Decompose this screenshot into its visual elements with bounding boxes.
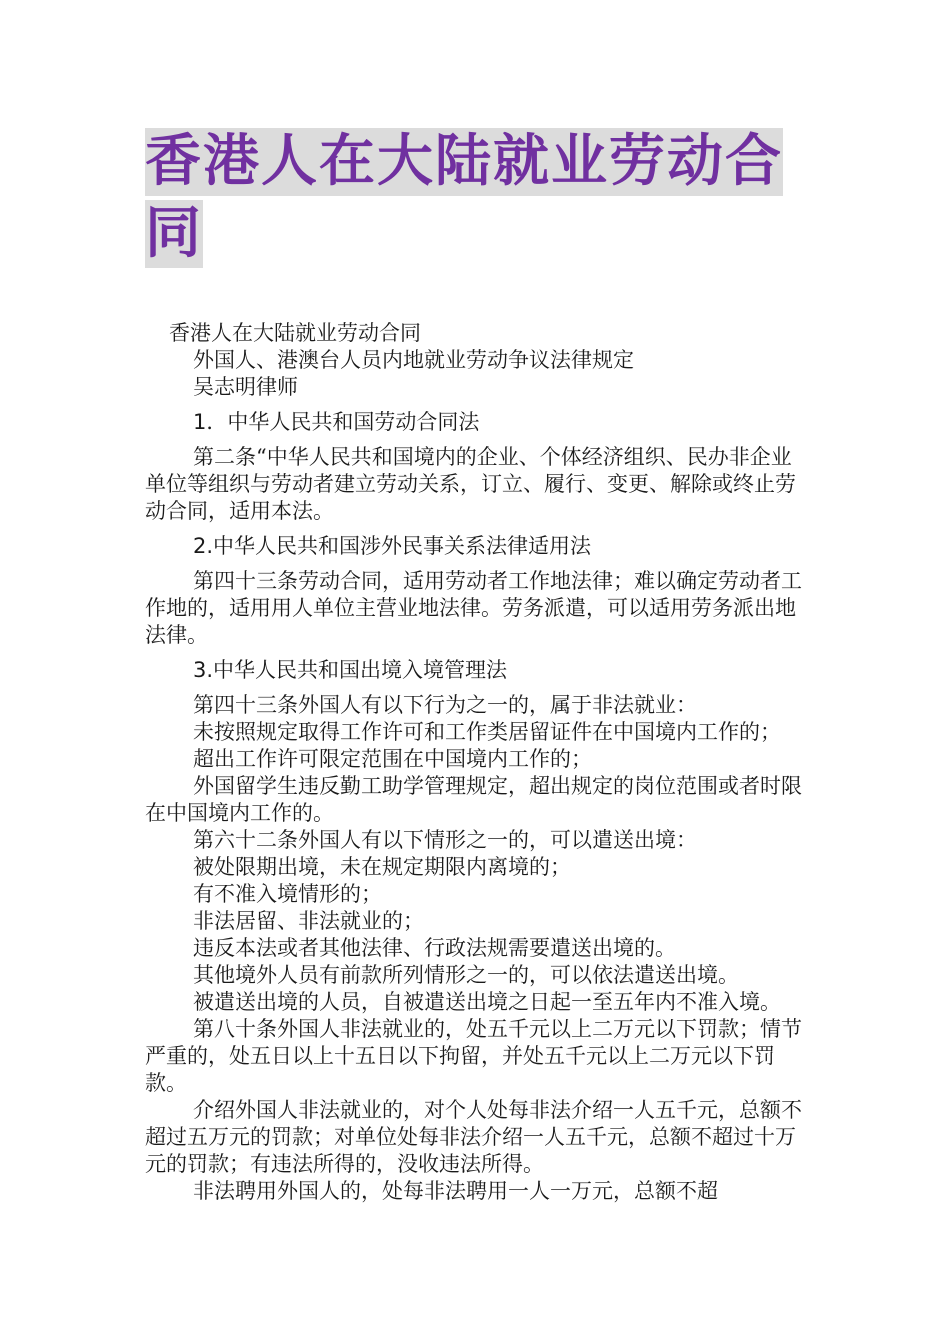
paragraph: 有不准入境情形的； — [193, 882, 382, 906]
paragraph: 被处限期出境，未在规定期限内离境的； — [193, 855, 571, 879]
paragraph: 第四十三条外国人有以下行为之一的，属于非法就业： — [193, 693, 697, 717]
paragraph: 超出工作许可限定范围在中国境内工作的； — [193, 747, 592, 771]
paragraph: 违反本法或者其他法律、行政法规需要遣送出境的。 — [193, 936, 676, 960]
document-body — [145, 320, 805, 1205]
paragraph: 其他境外人员有前款所列情形之一的，可以依法遣送出境。 — [193, 963, 739, 987]
paragraph: 介绍外国人非法就业的，对个人处每非法介绍一人五千元，总额不超过五万元的罚款；对单位处每非法介绍一人五千元，总额不超过十万元的罚款；有违法所得的，没收违法所得。 — [145, 1098, 802, 1176]
paragraph: 非法聘用外国人的，处每非法聘用一人一万元，总额不超 — [193, 1179, 718, 1203]
section-heading-1: 1．中华人民共和国劳动合同法 — [193, 410, 480, 434]
paragraph: 外国留学生违反勤工助学管理规定，超出规定的岗位范围或者时限在中国境内工作的。 — [145, 774, 802, 825]
paragraph: 被遣送出境的人员，自被遣送出境之日起一至五年内不准入境。 — [193, 990, 781, 1014]
section-heading-3: 3.中华人民共和国出境入境管理法 — [193, 658, 508, 682]
title-line-1: 香港人在大陆就业劳动合 — [145, 129, 783, 194]
author: 吴志明律师 — [193, 375, 298, 399]
paragraph: 第二条“中华人民共和国境内的企业、个体经济组织、民办非企业单位等组织与劳动者建立劳动关系，订立、履行、变更、解除或终止劳动合同，适用本法。 — [145, 445, 796, 523]
section-heading-2: 2.中华人民共和国涉外民事关系法律适用法 — [193, 534, 592, 558]
paragraph: 未按照规定取得工作许可和工作类居留证件在中国境内工作的； — [193, 720, 781, 744]
document-title — [145, 128, 825, 272]
paragraph: 第四十三条劳动合同，适用劳动者工作地法律；难以确定劳动者工作地的，适用用人单位主营业地法律。劳务派遣，可以适用劳务派出地法律。 — [145, 569, 802, 647]
paragraph: 非法居留、非法就业的； — [193, 909, 424, 933]
paragraph: 第八十条外国人非法就业的，处五千元以上二万元以下罚款；情节严重的，处五日以上十五日以下拘留，并处五千元以上二万元以下罚款。 — [145, 1017, 802, 1095]
paragraph: 第六十二条外国人有以下情形之一的，可以遣送出境： — [193, 828, 697, 852]
subtitle: 香港人在大陆就业劳动合同 — [169, 321, 421, 345]
doc-topic: 外国人、港澳台人员内地就业劳动争议法律规定 — [193, 348, 634, 372]
title-line-2: 同 — [145, 201, 203, 266]
